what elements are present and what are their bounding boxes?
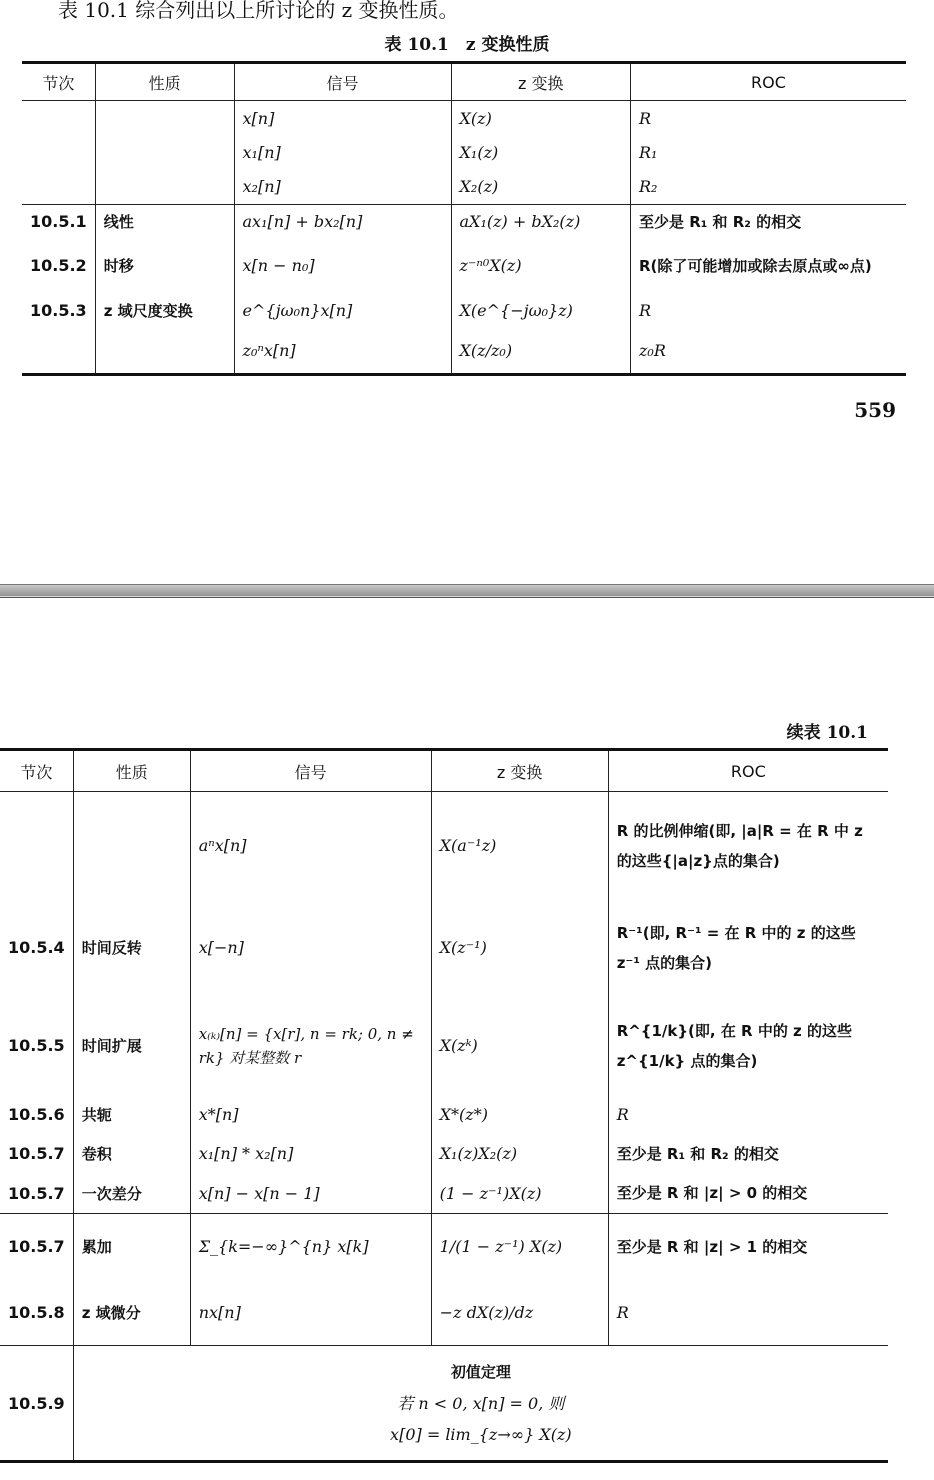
signal-x: x[n] xyxy=(242,108,275,128)
roc-cell: 至少是 R 和 |z| > 0 的相交 xyxy=(608,1174,888,1214)
header-section: 节次 xyxy=(22,63,95,101)
signal-cell: x[n] − x[n − 1] xyxy=(190,1174,431,1214)
section-cell: 10.5.4 xyxy=(0,900,73,996)
table-row xyxy=(22,329,906,375)
section-cell: 10.5.8 xyxy=(0,1280,73,1346)
header-signal: 信号 xyxy=(234,63,451,101)
signal-cell: x₍ₖ₎[n] = {x[r], n = rk; 0, n ≠ rk} 对某整数 r xyxy=(190,996,431,1096)
section-cell: 10.5.3 xyxy=(22,293,95,329)
ztrans-X1: X₁(z) xyxy=(459,142,499,162)
table-row xyxy=(22,239,906,293)
page-number: 559 xyxy=(854,398,896,422)
property-cell xyxy=(73,792,190,900)
section-cell xyxy=(22,329,95,375)
property-cell: 累加 xyxy=(73,1214,190,1280)
ztrans-X: X(z) xyxy=(459,108,492,128)
roc-cell: R 的比例伸缩(即, |a|R = 在 R 中 z 的这些{|a|z}点的集合) xyxy=(616,821,863,870)
section-cell: 10.5.7 xyxy=(0,1134,73,1174)
signal-cell: x*[n] xyxy=(190,1096,431,1134)
ztrans-cell: (1 − z⁻¹)X(z) xyxy=(431,1174,608,1214)
table-header-row xyxy=(22,63,906,101)
property-cell: 卷积 xyxy=(73,1134,190,1174)
roc-cell: R xyxy=(608,1280,888,1346)
header-section: 节次 xyxy=(0,750,73,792)
ztrans-cell: X(z⁻¹) xyxy=(431,900,608,996)
header-roc: ROC xyxy=(630,63,906,101)
signal-x1: x₁[n] xyxy=(242,142,281,162)
signal-cell: x₁[n] * x₂[n] xyxy=(190,1134,431,1174)
section-cell: 10.5.9 xyxy=(0,1346,73,1462)
table-1-caption: 表 10.1 z 变换性质 xyxy=(384,35,550,55)
table-row xyxy=(22,205,906,239)
table-row xyxy=(0,1280,888,1346)
roc-R2: R₂ xyxy=(638,176,658,196)
ztrans-cell: X₁(z)X₂(z) xyxy=(431,1134,608,1174)
header-ztransform: z 变换 xyxy=(451,63,630,101)
ztrans-cell: X*(z*) xyxy=(431,1096,608,1134)
initial-value-theorem-row xyxy=(0,1346,888,1462)
table-row xyxy=(0,792,888,900)
roc-cell: R^{1/k}(即, 在 R 中的 z 的这些 z^{1/k} 点的集合) xyxy=(616,1021,853,1070)
table-row xyxy=(0,996,888,1096)
section-cell: 10.5.6 xyxy=(0,1096,73,1134)
ztrans-cell: −z dX(z)/dz xyxy=(431,1280,608,1346)
section-cell: 10.5.2 xyxy=(22,239,95,293)
table-row xyxy=(0,1214,888,1280)
section-cell xyxy=(0,792,73,900)
header-signal: 信号 xyxy=(190,750,431,792)
page-separator-shadow xyxy=(0,596,934,597)
ztrans-X2: X₂(z) xyxy=(459,176,499,196)
section-cell: 10.5.1 xyxy=(22,205,95,239)
table-row xyxy=(22,293,906,329)
signal-cell: e^{jω₀n}x[n] xyxy=(234,293,451,329)
table-row xyxy=(0,1174,888,1214)
ztrans-cell: z⁻ⁿ⁰X(z) xyxy=(451,239,630,293)
signal-x2: x₂[n] xyxy=(242,176,281,196)
property-cell: z 域微分 xyxy=(73,1280,190,1346)
theorem-formula: x[0] = lim_{z→∞} X(z) xyxy=(390,1424,572,1444)
ztrans-cell: aX₁(z) + bX₂(z) xyxy=(451,205,630,239)
signal-cell: Σ_{k=−∞}^{n} x[k] xyxy=(190,1214,431,1280)
signal-cell: x[n − n₀] xyxy=(234,239,451,293)
property-cell: 时移 xyxy=(95,239,234,293)
roc-R1: R₁ xyxy=(638,142,658,162)
property-cell: 线性 xyxy=(95,205,234,239)
property-cell: 时间反转 xyxy=(73,900,190,996)
property-cell: 一次差分 xyxy=(73,1174,190,1214)
signal-cell: z₀ⁿx[n] xyxy=(234,329,451,375)
header-ztransform: z 变换 xyxy=(431,750,608,792)
signal-cell: aⁿx[n] xyxy=(190,792,431,900)
property-cell xyxy=(95,329,234,375)
roc-cell: z₀R xyxy=(638,341,666,361)
signal-cell: ax₁[n] + bx₂[n] xyxy=(234,205,451,239)
property-cell: 共轭 xyxy=(73,1096,190,1134)
ztrans-cell: X(a⁻¹z) xyxy=(431,792,608,900)
base-signals-row xyxy=(22,101,906,205)
section-cell: 10.5.7 xyxy=(0,1214,73,1280)
table-row xyxy=(0,1134,888,1174)
roc-cell: R xyxy=(616,1105,629,1124)
signal-cell: x[−n] xyxy=(190,900,431,996)
roc-cell: R⁻¹(即, R⁻¹ = 在 R 中的 z 的这些 z⁻¹ 点的集合) xyxy=(616,923,856,972)
roc-cell: 至少是 R 和 |z| > 1 的相交 xyxy=(616,1237,808,1256)
initial-value-theorem xyxy=(73,1346,888,1462)
roc-cell: 至少是 R₁ 和 R₂ 的相交 xyxy=(616,1144,779,1163)
z-transform-properties-continued-table xyxy=(0,748,888,1463)
z-transform-properties-table xyxy=(22,61,906,376)
intro-text: 表 10.1 综合列出以上所讨论的 z 变换性质。 xyxy=(58,0,459,22)
property-cell: 时间扩展 xyxy=(73,996,190,1096)
table-2-caption: 续表 10.1 xyxy=(786,723,868,743)
signal-cell: nx[n] xyxy=(190,1280,431,1346)
roc-R: R xyxy=(638,108,652,128)
ztrans-cell: X(z/z₀) xyxy=(451,329,630,375)
roc-cell: R(除了可能增加或除去原点或∞点) xyxy=(638,256,872,275)
roc-cell: 至少是 R₁ 和 R₂ 的相交 xyxy=(638,212,802,231)
theorem-condition: 若 n < 0, x[n] = 0, 则 xyxy=(397,1393,565,1413)
theorem-title: 初值定理 xyxy=(450,1362,511,1381)
table-header-row xyxy=(0,750,888,792)
header-property: 性质 xyxy=(95,63,234,101)
header-property: 性质 xyxy=(73,750,190,792)
ztrans-cell: X(zᵏ) xyxy=(431,996,608,1096)
table-row xyxy=(0,900,888,996)
table-row xyxy=(0,1096,888,1134)
section-cell: 10.5.5 xyxy=(0,996,73,1096)
header-roc: ROC xyxy=(608,750,888,792)
section-cell: 10.5.7 xyxy=(0,1174,73,1214)
ztrans-cell: X(e^{−jω₀}z) xyxy=(451,293,630,329)
ztrans-cell: 1/(1 − z⁻¹) X(z) xyxy=(431,1214,608,1280)
property-cell: z 域尺度变换 xyxy=(95,293,234,329)
roc-cell: R xyxy=(638,301,652,320)
